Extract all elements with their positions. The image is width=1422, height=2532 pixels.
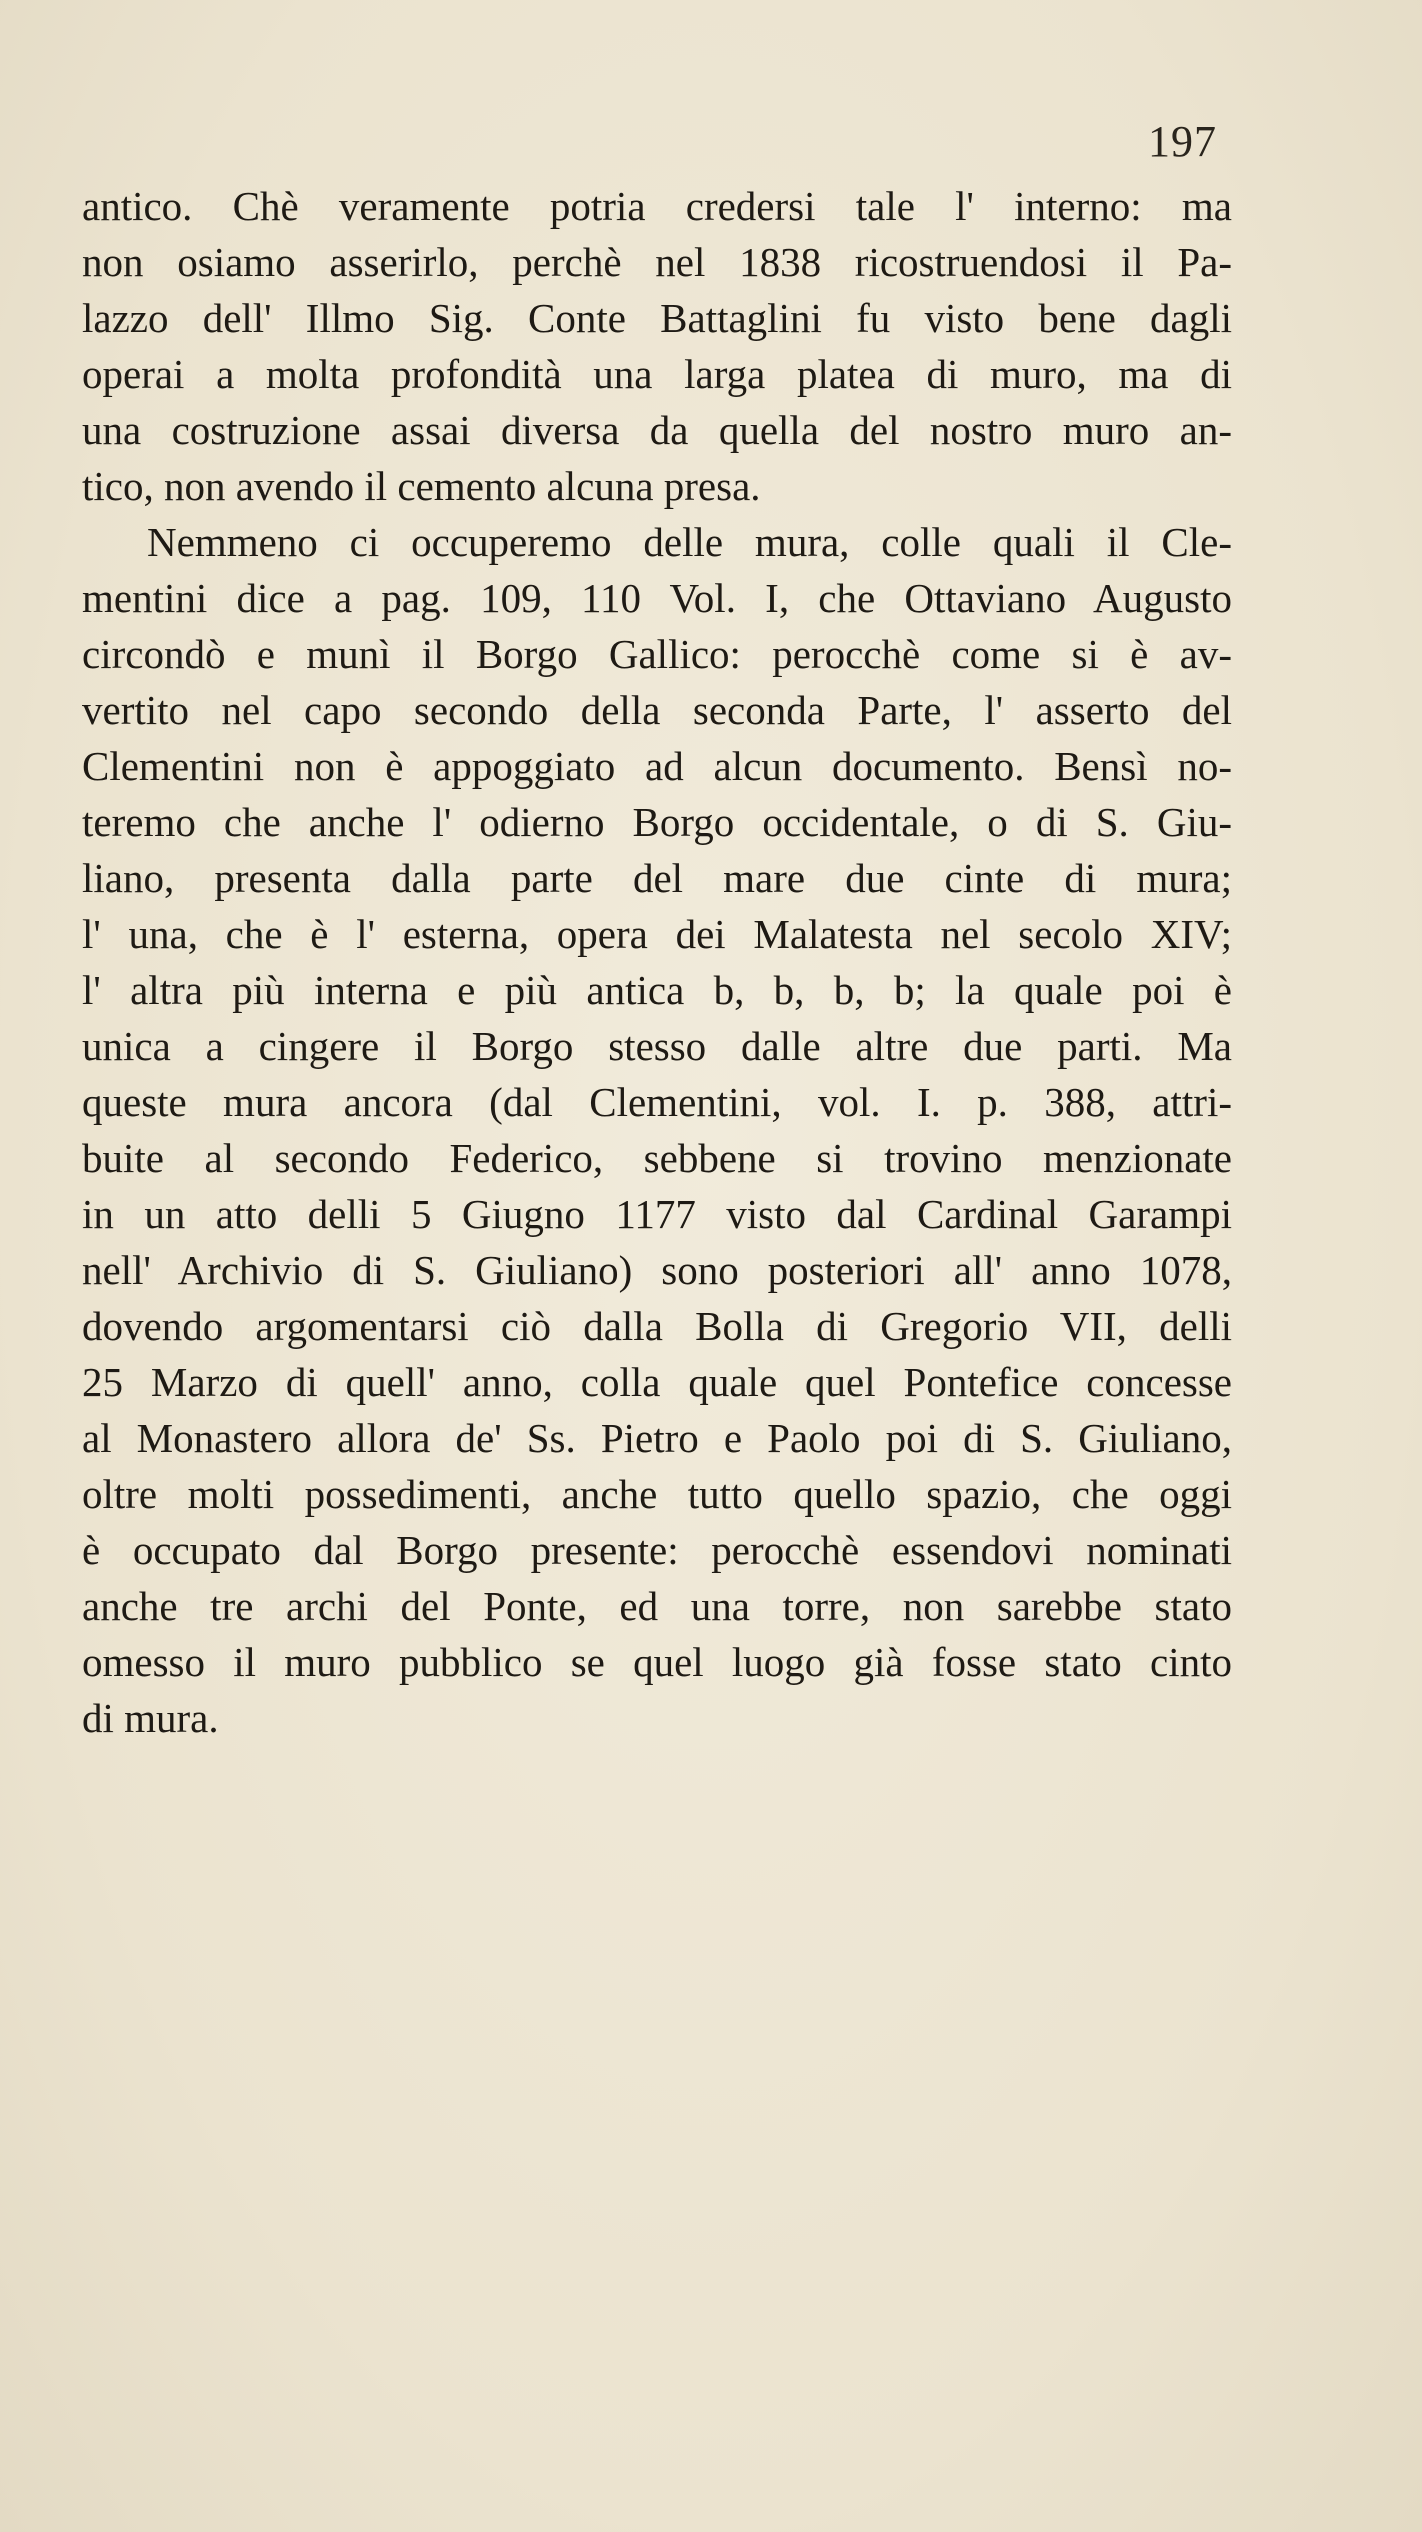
text-line: è occupato dal Borgo presente: perocchè essendovi nominati <box>82 1527 1232 1573</box>
text-line: 25 Marzo di quell' anno, colla quale quel Pontefice concesse <box>82 1359 1232 1405</box>
text-line: dovendo argomentarsi ciò dalla Bolla di Gregorio VII, delli <box>82 1303 1232 1349</box>
text-line: nell' Archivio di S. Giuliano) sono posteriori all' anno 1078, <box>82 1247 1232 1293</box>
text-line: operai a molta profondità una larga platea di muro, ma di <box>82 351 1232 397</box>
text-line: l' altra più interna e più antica b, b, b, b; la quale poi è <box>82 967 1232 1013</box>
text-line: liano, presenta dalla parte del mare due cinte di mura; <box>82 855 1232 901</box>
text-line: buite al secondo Federico, sebbene si trovino menzionate <box>82 1135 1232 1181</box>
text-line: mentini dice a pag. 109, 110 Vol. I, che Ottaviano Augusto <box>82 575 1232 621</box>
text-line: omesso il muro pubblico se quel luogo già fosse stato cinto <box>82 1639 1232 1685</box>
text-line: queste mura ancora (dal Clementini, vol. I. p. 388, attri- <box>82 1079 1232 1125</box>
page-number: 197 <box>1148 117 1217 166</box>
text-line: non osiamo asserirlo, perchè nel 1838 ricostruendosi il Pa- <box>82 239 1232 285</box>
text-line: l' una, che è l' esterna, opera dei Malatesta nel secolo XIV; <box>82 911 1232 957</box>
text-line: Nemmeno ci occuperemo delle mura, colle quali il Cle- <box>147 519 1232 565</box>
text-line: vertito nel capo secondo della seconda Parte, l' asserto del <box>82 687 1232 733</box>
text-line: in un atto delli 5 Giugno 1177 visto dal Cardinal Garampi <box>82 1191 1232 1237</box>
text-line: anche tre archi del Ponte, ed una torre, non sarebbe stato <box>82 1583 1232 1629</box>
text-line: oltre molti possedimenti, anche tutto quello spazio, che oggi <box>82 1471 1232 1517</box>
text-line: al Monastero allora de' Ss. Pietro e Paolo poi di S. Giuliano, <box>82 1415 1232 1461</box>
text-line: lazzo dell' Illmo Sig. Conte Battaglini fu visto bene dagli <box>82 295 1232 341</box>
text-line: antico. Chè veramente potria credersi tale l' interno: ma <box>82 183 1232 229</box>
text-line: tico, non avendo il cemento alcuna presa. <box>82 463 761 509</box>
text-line: teremo che anche l' odierno Borgo occidentale, o di S. Giu- <box>82 799 1232 845</box>
text-line: una costruzione assai diversa da quella del nostro muro an- <box>82 407 1232 453</box>
text-line: unica a cingere il Borgo stesso dalle altre due parti. Ma <box>82 1023 1232 1069</box>
text-line: di mura. <box>82 1695 219 1741</box>
text-line: circondò e munì il Borgo Gallico: perocchè come si è av- <box>82 631 1232 677</box>
text-line: Clementini non è appoggiato ad alcun documento. Bensì no- <box>82 743 1232 789</box>
body-text <box>82 178 1232 1746</box>
